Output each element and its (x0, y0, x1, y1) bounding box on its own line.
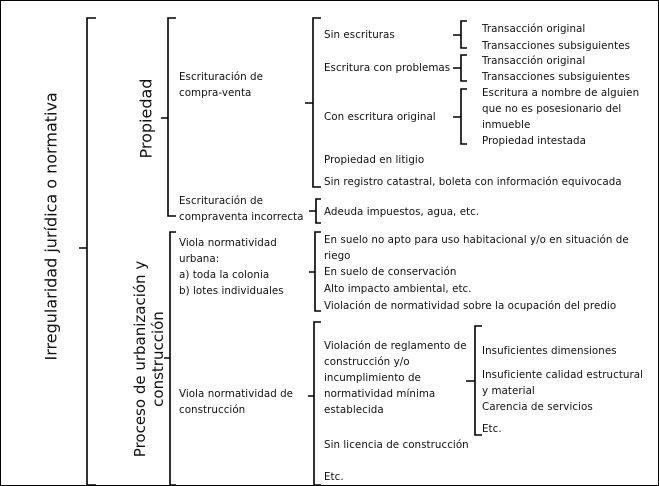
node-viola-normatividad-urbana: Viola normatividad urbana: a) toda la colonia b) lotes individuales (179, 237, 284, 297)
urbana-bracket (309, 232, 321, 311)
node-suelo-no-apto-cont: riego (324, 250, 351, 262)
leaf-carencia-servicios: Carencia de servicios (482, 401, 593, 413)
sin-escrituras-bracket (453, 21, 467, 48)
leaf-insuficiente-calidad: Insuficiente calidad estructural y material (482, 369, 644, 397)
node-violacion-reglamento: Violación de reglamento de construcción y/o incumplimiento de normatividad mínima establecida (324, 340, 467, 416)
node-sin-licencia: Sin licencia de construcción (324, 439, 469, 451)
leaf-transaccion-original-1: Transacción original (482, 23, 586, 35)
leaf-transaccion-original-2: Transacción original (482, 55, 586, 67)
node-adeuda-impuestos: Adeuda impuestos, agua, etc. (324, 206, 480, 218)
leaf-transacciones-subsiguientes-2: Transacciones subsiguientes (482, 71, 631, 83)
node-viola-normatividad-construccion: Viola normatividad de construcción (179, 388, 294, 416)
proceso-label-line1: Proceso de urbanización y (131, 260, 149, 458)
propiedad-label: Propiedad (136, 78, 156, 159)
leaf-propiedad-intestada: Propiedad intestada (482, 135, 586, 147)
leaf-transacciones-subsiguientes-1: Transacciones subsiguientes (482, 40, 631, 52)
leaf-insuficientes-dimensiones: Insuficientes dimensiones (482, 345, 617, 357)
incorrecta-bracket (309, 199, 321, 223)
proceso-label (131, 259, 167, 459)
node-sin-escrituras: Sin escrituras (324, 29, 395, 41)
reglamento-bracket (466, 326, 482, 435)
node-con-escritura-original: Con escritura original (324, 111, 436, 123)
escritura-problemas-bracket (453, 55, 467, 81)
leaf-escritura-a-nombre: Escritura a nombre de alguien que no es posesionario del inmueble (482, 87, 640, 131)
node-escrituracion-compraventa: Escrituración de compra-venta (179, 71, 264, 99)
node-escrituracion-incorrecta: Escrituración de compraventa incorrecta (179, 195, 304, 223)
compraventa-bracket (305, 18, 321, 187)
root-label: Irregularidad jurídica o normativa (41, 92, 61, 361)
node-suelo-no-apto: En suelo no apto para uso habitacional y/o en situación de (324, 234, 629, 246)
node-suelo-conservacion: En suelo de conservación (324, 266, 457, 278)
escritura-original-bracket (453, 89, 467, 144)
proceso-label-line2: construcción (149, 311, 167, 407)
node-etc-construccion: Etc. (324, 471, 344, 483)
node-violacion-ocupacion: Violación de normatividad sobre la ocupación del predio (324, 300, 617, 312)
node-alto-impacto: Alto impacto ambiental, etc. (324, 283, 472, 295)
construccion-bracket (308, 322, 321, 485)
node-sin-registro-catastral: Sin registro catastral, boleta con información equivocada (324, 176, 622, 188)
leaf-etc-reglamento: Etc. (482, 423, 502, 435)
root-bracket (79, 18, 96, 485)
node-escritura-con-problemas: Escritura con problemas (324, 62, 451, 74)
node-propiedad-en-litigio: Propiedad en litigio (324, 154, 425, 166)
propiedad-bracket (161, 18, 176, 216)
